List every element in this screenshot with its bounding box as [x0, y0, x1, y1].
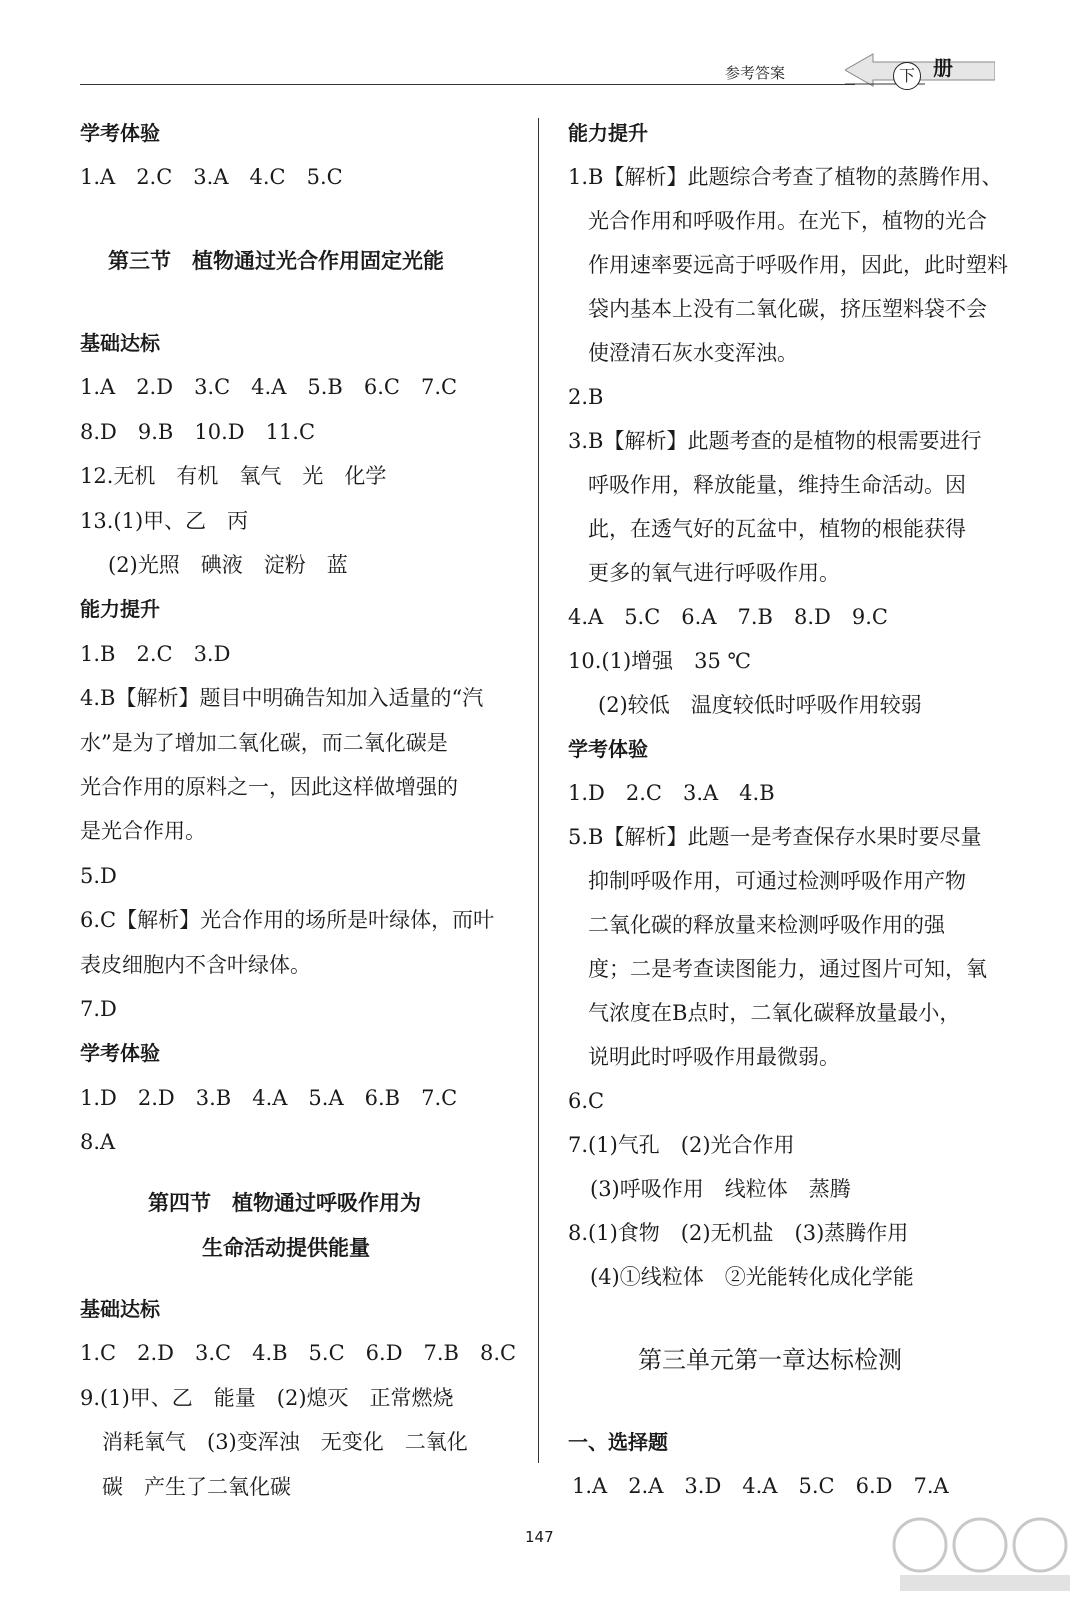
left-line-20: 1.D 2.D 3.B 4.A 5.A 6.B 7.C	[80, 1086, 458, 1110]
column-divider	[538, 118, 539, 1463]
page-header	[80, 58, 995, 88]
left-line-10: 1.B 2.C 3.D	[80, 642, 231, 666]
right-line-26: (4)①线粒体 ②光能转化成化学能	[590, 1265, 914, 1289]
header-label: 参考答案	[724, 64, 785, 82]
left-line-26: 9.(1)甲、乙 能量 (2)熄灭 正常燃烧	[80, 1386, 454, 1410]
right-line-18: 二氧化碳的释放量来检测呼吸作用的强	[588, 913, 945, 937]
right-line-14: 学考体验	[568, 737, 648, 761]
page-number: 147	[525, 1528, 554, 1546]
left-line-4: 1.A 2.D 3.C 4.A 5.B 6.C 7.C	[80, 375, 458, 399]
left-line-8: (2)光照 碘液 淀粉 蓝	[108, 553, 348, 577]
right-line-19: 度；二是考查读图能力，通过图片可知，氧	[588, 957, 987, 981]
right-line-1: 1.B【解析】此题综合考查了植物的蒸腾作用、	[568, 165, 1003, 189]
right-line-28: 一、选择题	[568, 1430, 668, 1454]
left-line-21: 8.A	[80, 1130, 116, 1154]
left-line-18: 7.D	[80, 997, 117, 1021]
left-line-1: 1.A 2.C 3.A 4.C 5.C	[80, 165, 343, 189]
left-line-25: 1.C 2.D 3.C 4.B 5.C 6.D 7.B 8.C	[80, 1341, 517, 1365]
right-line-10: 更多的氧气进行呼吸作用。	[588, 561, 840, 585]
left-line-0: 学考体验	[80, 121, 160, 145]
right-line-17: 抑制呼吸作用，可通过检测呼吸作用产物	[588, 869, 966, 893]
right-line-25: 8.(1)食物 (2)无机盐 (3)蒸腾作用	[568, 1221, 909, 1245]
left-line-23: 生命活动提供能量	[202, 1236, 370, 1260]
right-line-29: 1.A 2.A 3.D 4.A 5.C 6.D 7.A	[572, 1474, 949, 1498]
left-line-3: 基础达标	[80, 331, 160, 355]
right-line-27: 第三单元第一章达标检测	[638, 1346, 902, 1374]
left-line-11: 4.B【解析】题目中明确告知加入适量的“汽	[80, 686, 484, 710]
watermark-logo	[880, 1505, 1080, 1595]
right-line-11: 4.A 5.C 6.A 7.B 8.D 9.C	[568, 605, 888, 629]
left-line-17: 表皮细胞内不含叶绿体。	[80, 953, 311, 977]
right-line-24: (3)呼吸作用 线粒体 蒸腾	[590, 1177, 851, 1201]
left-line-6: 12.无机 有机 氧气 光 化学	[80, 464, 387, 488]
left-line-15: 5.D	[80, 864, 117, 888]
volume-badge: 下	[893, 62, 921, 90]
right-line-2: 光合作用和呼吸作用。在光下，植物的光合	[588, 209, 987, 233]
left-line-22: 第四节 植物通过呼吸作用为	[148, 1191, 421, 1215]
right-line-7: 3.B【解析】此题考查的是植物的根需要进行	[568, 429, 982, 453]
right-line-12: 10.(1)增强 35 ℃	[568, 649, 752, 673]
right-line-8: 呼吸作用，释放能量，维持生命活动。因	[588, 473, 966, 497]
left-line-27: 消耗氧气 (3)变浑浊 无变化 二氧化	[102, 1430, 468, 1454]
right-line-15: 1.D 2.C 3.A 4.B	[568, 781, 775, 805]
header-rule	[80, 84, 855, 85]
left-line-24: 基础达标	[80, 1297, 160, 1321]
left-line-13: 光合作用的原料之一，因此这样做增强的	[80, 775, 458, 799]
left-line-2: 第三节 植物通过光合作用固定光能	[108, 249, 444, 273]
left-line-19: 学考体验	[80, 1041, 160, 1065]
left-line-12: 水”是为了增加二氧化碳，而二氧化碳是	[80, 731, 448, 755]
left-line-16: 6.C【解析】光合作用的场所是叶绿体，而叶	[80, 908, 495, 932]
right-line-5: 使澄清石灰水变浑浊。	[588, 341, 798, 365]
right-line-20: 气浓度在B点时，二氧化碳释放量最小，	[588, 1001, 961, 1025]
left-line-14: 是光合作用。	[80, 819, 206, 843]
right-line-0: 能力提升	[568, 121, 648, 145]
book-label: 册	[933, 56, 953, 80]
right-line-22: 6.C	[568, 1089, 605, 1113]
left-line-7: 13.(1)甲、乙 丙	[80, 509, 249, 533]
right-line-4: 袋内基本上没有二氧化碳，挤压塑料袋不会	[588, 297, 987, 321]
right-line-3: 作用速率要远高于呼吸作用，因此，此时塑料	[588, 253, 1008, 277]
left-line-5: 8.D 9.B 10.D 11.C	[80, 420, 316, 444]
right-line-6: 2.B	[568, 385, 604, 409]
right-line-9: 此，在透气好的瓦盆中，植物的根能获得	[588, 517, 966, 541]
left-line-9: 能力提升	[80, 597, 160, 621]
left-line-28: 碳 产生了二氧化碳	[102, 1475, 291, 1499]
right-line-21: 说明此时呼吸作用最微弱。	[588, 1045, 840, 1069]
right-line-13: (2)较低 温度较低时呼吸作用较弱	[598, 693, 922, 717]
right-line-23: 7.(1)气孔 (2)光合作用	[568, 1133, 795, 1157]
right-line-16: 5.B【解析】此题一是考查保存水果时要尽量	[568, 825, 982, 849]
